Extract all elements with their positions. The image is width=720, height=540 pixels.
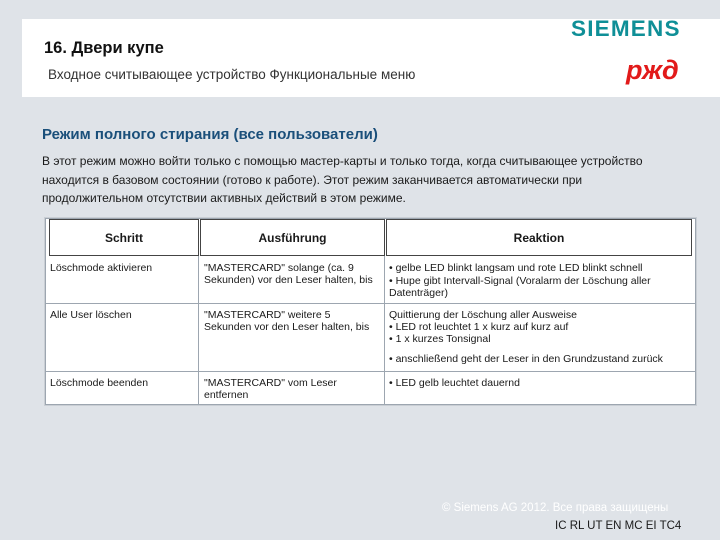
page-title: 16. Двери купе xyxy=(44,39,164,57)
column-header-reaktion: Reaktion xyxy=(386,219,692,256)
document-code: IC RL UT EN MC EI TC4 xyxy=(555,520,682,532)
row-divider xyxy=(46,371,695,372)
steps-table xyxy=(45,218,696,405)
row-divider xyxy=(46,303,695,304)
column-header-schritt: Schritt xyxy=(49,219,199,256)
row2-reaktion-line2: • LED rot leuchtet 1 x kurz auf kurz auf xyxy=(389,321,569,333)
row2-schritt: Alle User löschen xyxy=(50,309,132,321)
column-header-ausfuehrung: Ausführung xyxy=(200,219,385,256)
row3-schritt: Löschmode beenden xyxy=(50,377,149,389)
rzd-logo-icon xyxy=(622,55,692,85)
row2-reaktion-line3: • 1 x kurzes Tonsignal xyxy=(389,333,491,345)
row1-reaktion-line2: • Hupe gibt Intervall-Signal (Voralarm der Löschung aller Datenträger) xyxy=(389,275,651,299)
page-subtitle: Входное считывающее устройство Функциональные меню xyxy=(48,67,416,82)
column-divider xyxy=(198,256,199,404)
row2-ausfuehrung: "MASTERCARD" weitere 5 Sekunden vor den Leser halten, bis xyxy=(204,309,370,333)
section-body: В этот режим можно войти только с помощью мастер-карты и только тогда, когда считывающее устройство находится в базовом состоянии (готово к работе). Этот режим заканчивается автоматически при продолжительном отсутствии активных действий в этом режиме. xyxy=(42,154,643,205)
row1-reaktion-line1: • gelbe LED blinkt langsam und rote LED blinkt schnell xyxy=(389,262,643,274)
siemens-logo: SIEMENS xyxy=(571,16,681,41)
copyright-text: © Siemens AG 2012. Все права защищены xyxy=(442,502,669,514)
row3-ausfuehrung: "MASTERCARD" vom Leser entfernen xyxy=(204,377,337,401)
column-divider xyxy=(384,256,385,404)
row3-reaktion-line1: • LED gelb leuchtet dauernd xyxy=(389,377,520,389)
rzd-logo-text: ржд xyxy=(626,55,679,85)
row2-reaktion-line1: Quittierung der Löschung aller Ausweise xyxy=(389,309,577,321)
row1-schritt: Löschmode aktivieren xyxy=(50,262,153,274)
row2-reaktion-line4: • anschließend geht der Leser in den Grundzustand zurück xyxy=(389,353,663,365)
row1-ausfuehrung: "MASTERCARD" solange (ca. 9 Sekunden) vor den Leser halten, bis xyxy=(204,262,373,286)
section-heading: Режим полного стирания (все пользователи) xyxy=(42,126,378,143)
